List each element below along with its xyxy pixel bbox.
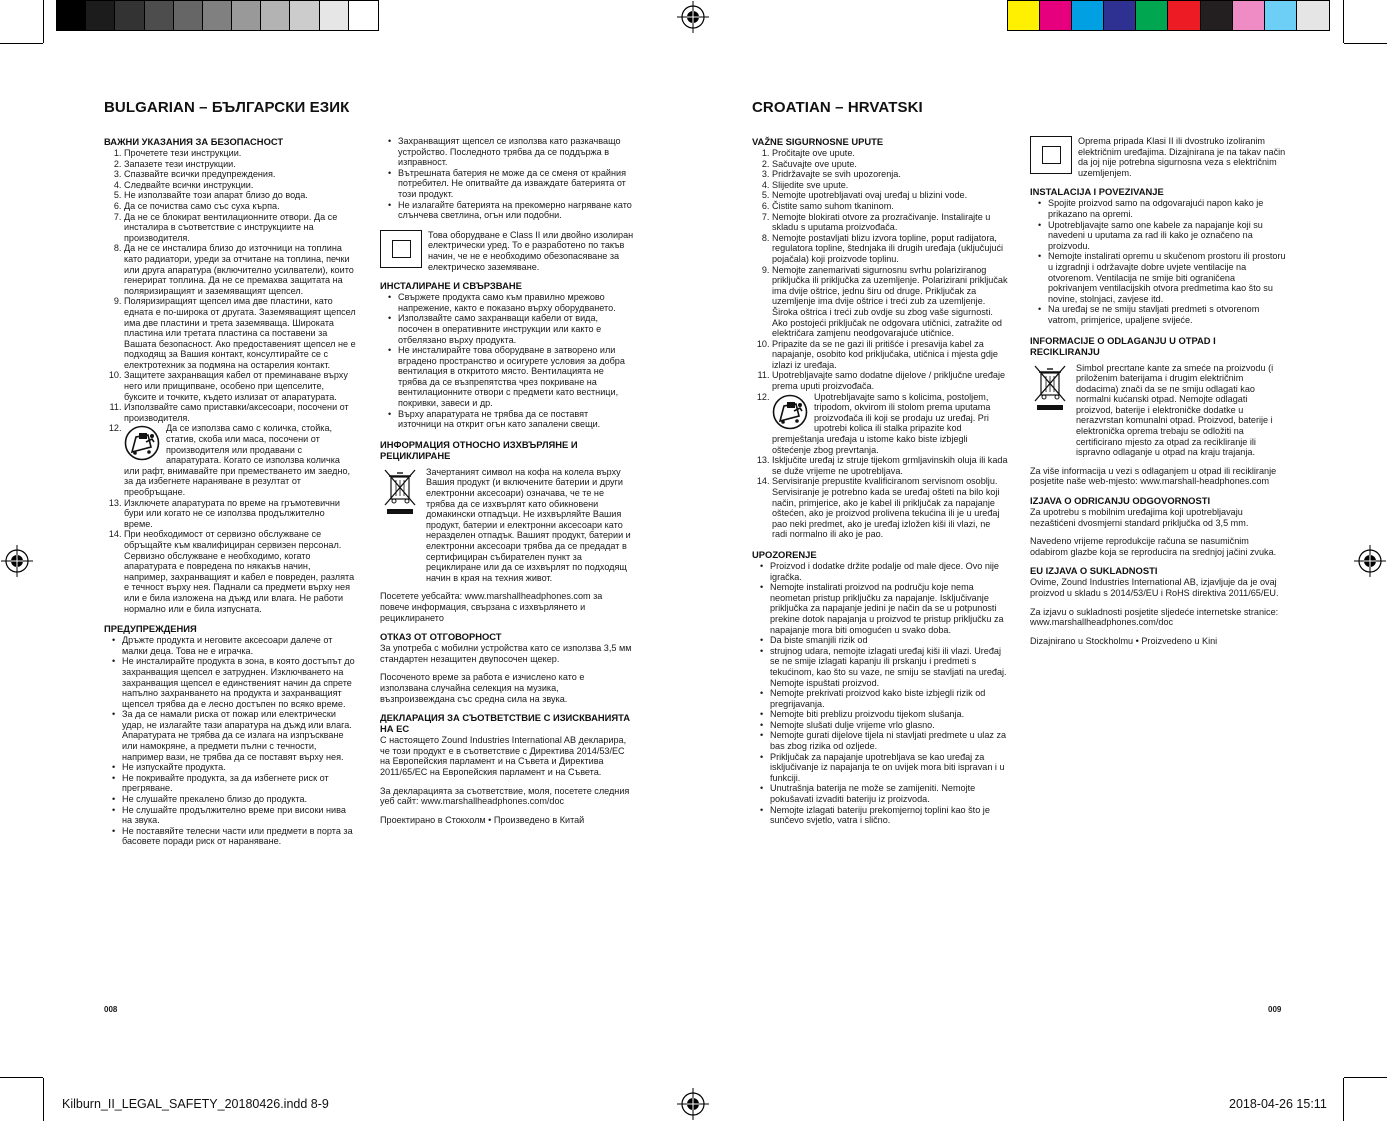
declaration-title: ДЕКЛАРАЦИЯ ЗА СЪОТВЕТСТВИЕ С ИЗИСКВАНИЯТА НА ЕС: [380, 712, 631, 735]
color-swatch: [174, 1, 203, 30]
recycle-text: Зачертаният символ на кофа на колела върху Вашия продукт (и включените батерии и други електронни аксесоари) означава, че те не трябва да се изхвърлят като обикновени домакински отпадъци. Не изхвърляйте Вашия продукт, батерии и електронни аксесоари като неразделен отпадък. Вашият продукт, батерии и електронни аксесоари трябва да се предадат в сертифициран събирателен пункт за рециклиране или да се изхвърлят по подходящ начин в края на техния живот.: [426, 466, 631, 583]
list-item-text: Pridržavajte se svih upozorenja.: [772, 169, 901, 180]
list-item: [770, 582, 1008, 635]
grayscale-color-bar: [56, 0, 379, 31]
list-item: [770, 709, 1008, 720]
list-item: [124, 370, 356, 402]
color-swatch: [1233, 1, 1265, 30]
list-item: [398, 409, 634, 430]
list-item-text: Не слушайте прекалено близо до продукта.: [122, 794, 308, 805]
class2-notice: [380, 230, 634, 272]
list-item-text: Не покривайте продукта, за да избегнете риск от прегряване.: [122, 772, 329, 794]
list-item-text: Захранващият щепсел се използва като разкачващо устройство. Последното трябва да се поддържа в изправност.: [398, 136, 621, 168]
recycle-title: ИНФОРМАЦИЯ ОТНОСНО ИЗХВЪРЛЯНЕ И РЕЦИКЛИРАНЕ: [380, 438, 578, 461]
disclaimer-text-2: Посоченото време за работа е изчислено като е използвана случайна селекция на музика, възпроизвеждана със средна сила на звука.: [380, 672, 585, 704]
color-swatch: [320, 1, 349, 30]
list-item: [770, 635, 1008, 646]
bulgarian-column-2: [380, 136, 634, 833]
list-item-text: За да се намали риска от пожар или електрически удар, не излагайте тази апаратура на дъжд или влага. Апаратурата не трябва да се излага на изпръскване или намокряне, а предмети пълни с течности, например вази, не трябва да се поставят върху нея.: [122, 709, 352, 762]
color-swatch: [1072, 1, 1104, 30]
list-item: [1048, 220, 1286, 252]
bulgarian-column-1: [104, 136, 356, 856]
disclaimer-title: IZJAVA O ODRICANJU ODGOVORNOSTI: [1030, 495, 1211, 507]
crop-mark: [0, 43, 43, 44]
list-item: [772, 392, 1008, 456]
warnings-title: UPOZORENJE: [752, 548, 817, 560]
list-item-text: Da biste smanjili rizik od: [770, 635, 868, 646]
list-item-text: Isključite uređaj iz struje tijekom grmljavinskih oluja ili kada se duže vrijeme ne upotrebljava.: [772, 455, 1008, 476]
list-item-text: Използвайте само захранващи кабели от вида, посочен в оперативните инструкции или както е отбелязано върху продукта.: [398, 313, 602, 345]
list-item: [124, 201, 356, 212]
list-item-text: Да се използва само с количка, стойка, статив, скоба или маса, посочени от производителя или продавани с апаратурата. Когато се използва количка или рафт, внимавайте при преместването им заедно, за да избегнете нараняване в резултат от преобръщане.: [124, 423, 351, 497]
install-list: [1030, 198, 1286, 325]
list-item: [770, 720, 1008, 731]
list-item: [770, 646, 1008, 688]
safety-title: VAŽNE SIGURNOSNE UPUTE: [752, 136, 884, 147]
list-item-text: Nemojte upotrebljavati ovaj uređaj u blizini vode.: [772, 190, 968, 201]
declaration-web: Za izjavu o sukladnosti posjetite sljedeće internetske stranice: www.marshallheadphones.com/doc: [1030, 606, 1279, 628]
recycle-notice: [1030, 363, 1286, 458]
list-item-text: Nemojte slušati dulje vrijeme vrlo glasno.: [770, 719, 935, 730]
list-item: [124, 498, 356, 530]
disclaimer-text-2: Navedeno vrijeme reprodukcije računa se nasumičnim odabirom glazbe koja se reproducira na srednjoj jačini zvuka.: [1030, 536, 1277, 557]
list-item: [124, 212, 356, 244]
list-item: [772, 233, 1008, 265]
timestamp-slug: 2018-04-26 15:11: [1229, 1097, 1327, 1111]
list-item-text: Upotrebljavajte samo dodatne dijelove / priključne uređaje prema uputi proizvođača.: [772, 370, 1006, 392]
list-item-text: Nemojte blokirati otvore za prozračivanje. Instalirajte u skladu s uputama proizvođača.: [772, 211, 991, 233]
list-item-text: strujnog udara, nemojte izlagati uređaj kiši ili vlazi. Uređaj se ne smije izlagati kapanju ili prskanju i predmeti s tekućinom, kao što su vaze, ne smiju se stavljati na uređaj. Nemojte ispuštati proizvod.: [770, 645, 1007, 688]
list-item: [1048, 251, 1286, 304]
page-number-left: 008: [104, 1005, 118, 1014]
list-item: [772, 190, 1008, 201]
class2-text: Това оборудване е Class II или двойно изолиран електрически уред. То е разработено по такъв начин, че не е необходимо обезопасяване за електрическо заземяване.: [428, 229, 634, 272]
list-item: [124, 159, 356, 170]
list-item: [772, 370, 1008, 391]
list-item-text: Прочетете тези инструкции.: [124, 148, 242, 158]
list-item-text: Не инсталирайте продукта в зона, в която достъпът до захранващия щепсел е затруднен. Изключването на захранващия щепсел е единственият начин да спрете напълно захранването на продукта и захранващият щепсел трябва да е лесно достъпен по всяко време.: [122, 656, 355, 709]
list-item-text: Изключете апаратурата по време на гръмотевични бури или когато не се използва продължително време.: [124, 497, 341, 529]
list-item-text: Sačuvajte ove upute.: [772, 158, 857, 169]
list-item-text: Slijedite sve upute.: [772, 179, 849, 190]
list-item: [772, 265, 1008, 339]
list-item-text: Servisiranje prepustite kvalificiranom servisnom osoblju. Servisiranje je potrebno kada se uređaj ošteti na bilo koji način, primjerice, ako je kabel ili priključak za napajanje oštećen, ako je proizvod prolivena tekućina ili je u uređaj pao neki predmet, ako je uređaj izložen kiši ili vlazi, ne radi normalno ili ako je pao.: [772, 476, 1000, 540]
list-item: [770, 752, 1008, 784]
list-item-text: Pročitajte ove upute.: [772, 148, 855, 158]
list-item-text: При необходимост от сервизно обслужване се обръщайте към квалифициран сервизен персонал. Сервизно обслужване е необходимо, когато апаратурата е повредена по някакъв начин, например, захранващият и кабел е повреден, разлята е течност върху нея. Паднали са предмети върху нея или е била изложена на дъжд или влага. Не работи нормално или е била изпусната.: [124, 529, 355, 614]
list-item-text: Не излагайте батерията на прекомерно нагряване като слънчева светлина, огън или подобни.: [398, 199, 632, 221]
safety-list: [104, 148, 356, 614]
crop-mark: [43, 0, 44, 43]
declaration-text: С настоящето Zound Industries International AB декларира, че този продукт е в съответствие с Директива 2014/53/ЕС на Европейския парламент и на Съвета и Директива 2011/65/ЕС на Европейския парламент и на Съвета.: [380, 735, 627, 777]
list-item: [398, 345, 634, 409]
croatian-column-2: [1030, 136, 1286, 654]
list-item: [124, 243, 356, 296]
list-item-text: Запазете тези инструкции.: [124, 158, 236, 169]
registration-mark-icon: [677, 1, 709, 33]
declaration-text: Ovime, Zound Industries International AB, izjavljuje da je ovaj proizvod u skladu s 2014/53/EU i RoHS direktiva 2011/65/EU.: [1030, 577, 1279, 598]
list-item-text: Nemojte postavljati blizu izvora topline, poput radijatora, regulatora topline, štednjaka ili drugih uređaja (uključujući pojačala) koji proizvode toplinu.: [772, 232, 1004, 264]
safety-list: [752, 148, 1008, 540]
list-item-text: Защитете захранващия кабел от преминаване върху него или прищипване, особено при щепселите, буксите и точките, където излизат от апаратурата.: [124, 370, 348, 402]
list-item: [770, 688, 1008, 709]
warnings-list: [104, 635, 356, 847]
list-item: [122, 635, 356, 656]
list-item-text: Не използвайте този апарат близо до вода.: [124, 190, 308, 201]
registration-mark-icon: [1, 545, 33, 577]
color-swatch: [1201, 1, 1233, 30]
color-swatch: [145, 1, 174, 30]
file-name-slug: Kilburn_II_LEGAL_SAFETY_20180426.indd 8-9: [62, 1097, 329, 1111]
safety-title: ВАЖНИ УКАЗАНИЯ ЗА БЕЗОПАСНОСТ: [104, 136, 284, 147]
list-item-text: Не поставяйте телесни части или предмети в порта за басовете поради риск от нараняване.: [122, 825, 353, 847]
recycle-title: INFORMACIJE O ODLAGANJU U OTPAD I RECIKLIRANJU: [1030, 334, 1216, 357]
list-item: [122, 773, 356, 794]
list-item-text: Nemojte izlagati bateriju prekomjernoj toplini kao što je sunčevo svjetlo, vatra i slično.: [770, 804, 990, 826]
install-title: INSTALACIJA I POVEZIVANJE: [1030, 186, 1164, 198]
list-item: [124, 529, 356, 614]
disclaimer-text: За употреба с мобилни устройства като се използва 3,5 мм стандартен незащитен двупосочен щекер.: [380, 643, 632, 664]
color-swatch: [1040, 1, 1072, 30]
list-item: [398, 168, 634, 200]
list-item: [122, 794, 356, 805]
list-item: [772, 148, 1008, 159]
list-item: [398, 200, 634, 221]
list-item: [122, 762, 356, 773]
crop-mark: [43, 1078, 44, 1121]
page-number-right: 009: [1268, 1005, 1282, 1014]
list-item: [772, 159, 1008, 170]
crop-mark: [1344, 43, 1387, 44]
list-item: [124, 402, 356, 423]
declaration-web: За декларацията за съответствие, моля, посетете следния уеб сайт: www.marshallheadphones.com/doc: [380, 785, 630, 807]
list-item-text: Upotrebljavajte samo s kolicima, postoljem, tripodom, okvirom ili stolom prema uputama proizvođača ili koji se prodaju uz uređaj. Pri upotrebi kolica ili stalka pripazite kod premještanja uređaja u istome kako biste izbjegli oštećenje zbog prevrtanja.: [772, 391, 991, 455]
color-swatch: [349, 1, 378, 30]
recycle-web: Посетете уебсайта: www.marshallheadphones.com за повече информация, свързана с изхвърлянето и рециклирането: [380, 591, 603, 623]
list-item: [772, 339, 1008, 371]
cart-tipover-warning-icon: [772, 394, 808, 430]
list-item: [1048, 198, 1286, 219]
list-item-text: Pripazite da se ne gazi ili pritišće i presavija kabel za napajanje, osobito kod priključaka, utičnica i mjesta gdje izlazi iz uređaja.: [772, 338, 998, 370]
color-swatch: [1136, 1, 1168, 30]
list-item: [770, 730, 1008, 751]
crop-mark: [0, 1077, 43, 1078]
list-item: [772, 201, 1008, 212]
designed-in: Проектирано в Стокхолм • Произведено в Китай: [380, 814, 585, 825]
list-item: [770, 783, 1008, 804]
list-item: [122, 709, 356, 762]
list-item: [122, 805, 356, 826]
list-item-text: Дръжте продукта и неговите аксесоари далече от малки деца. Това не е играчка.: [122, 635, 333, 656]
list-item-text: Nemojte prekrivati proizvod kako biste izbjegli rizik od pregrijavanja.: [770, 688, 986, 709]
list-item-text: Да не се инсталира близо до източници на топлина като радиатори, уреди за отчитане на топлина, печки или друга апаратура (включително усилватели), които генерират топлина. Да не се премахва защитата на поляризиращият и заземяващият щепсел.: [124, 243, 354, 296]
list-item-text: Unutrašnja baterija ne može se zamijeniti. Nemojte pokušavati izvaditi bateriju iz proizvoda.: [770, 783, 976, 805]
list-item-text: Вътрешната батерия не може да се сменя от крайния потребител. Не опитвайте да изваждате батерията от този продукт.: [398, 167, 626, 199]
color-swatch: [1008, 1, 1040, 30]
disclaimer-title: ОТКАЗ ОТ ОТГОВОРНОСТ: [380, 631, 502, 643]
process-color-bar: [1007, 0, 1330, 31]
color-swatch: [1297, 1, 1329, 30]
list-item-text: Nemojte zanemarivati sigurnosnu svrhu polariziranog priključka ili priključka za uzemljenje. Polarizirani priključak ima dvije oštrice, jednu širu od druge. Priključak za uzemljenje ima dvije oštrice i treći zub za uzemljenje. Široka oštrica i treći zub ovdje su zbog vaše sigurnosti. Ako postojeći priključak ne odgovara utičnici, zatražite od električara zamjenu neodgovarajuće utičnice.: [772, 264, 1008, 339]
list-item-text: Nemojte instalirati opremu u skučenom prostoru ili prostoru u izgradnji i održavajte dobre uvjete ventilacije na otvorenom. Ventilacija ne smije biti ograničena pokrivanjem ventilacijskih otvora predmetima kao što su novine, stolnjaci, zavjese itd.: [1048, 251, 1286, 304]
recycle-notice: [380, 467, 634, 584]
cart-tipover-warning-icon: [124, 425, 160, 461]
list-item: [124, 423, 356, 497]
class2-double-square-icon: [380, 230, 422, 268]
list-item-text: Upotrebljavajte samo one kabele za napajanje koji su navedeni u uputama za rad ili kako je označeno na proizvodu.: [1048, 219, 1263, 251]
list-item-text: Да се почиства само със суха кърпа.: [124, 200, 280, 211]
list-item: [122, 826, 356, 847]
warnings-list: [752, 561, 1008, 826]
list-item: [124, 180, 356, 191]
color-swatch: [1104, 1, 1136, 30]
class2-text: Oprema pripada Klasi II ili dvostruko izoliranim električnim uređajima. Dizajnirana je na takav način da joj nije potrebna sigurnosna veza s električnim uzemljenjem.: [1078, 136, 1286, 178]
list-item: [772, 169, 1008, 180]
registration-mark-icon: [677, 1088, 709, 1120]
page-heading-croatian: CROATIAN – HRVATSKI: [752, 99, 923, 116]
list-item-text: Priključak za napajanje upotrebljava se kao uređaj za isključivanje iz napajanja te on uvijek mora biti ispravan i u funkciji.: [770, 751, 1005, 783]
color-swatch: [1168, 1, 1200, 30]
list-item-text: Spojite proizvod samo na odgovarajući napon kako je prikazano na opremi.: [1048, 198, 1264, 219]
declaration-title: EU IZJAVA O SUKLADNOSTI: [1030, 565, 1158, 577]
list-item-text: Proizvod i dodatke držite podalje od male djece. Ovo nije igračka.: [770, 560, 999, 582]
list-item-text: Свържете продукта само към правилно мрежово напрежение, както е показано върху оборудването.: [398, 292, 616, 313]
list-item-text: Nemojte biti preblizu proizvodu tijekom slušanja.: [770, 709, 965, 720]
list-item: [398, 313, 634, 345]
color-swatch: [290, 1, 319, 30]
recycle-web: Za više informacija u vezi s odlaganjem u otpad ili recikliranje posjetite naše web-mjesto: www.marshall-headphones.com: [1030, 465, 1277, 487]
list-item-text: Да не се блокират вентилационните отвори. Да се инсталира в съответствие с инструкциите на производителя.: [124, 211, 338, 243]
recycle-text: Simbol precrtane kante za smeće na proizvodu (i priloženim baterijama i drugim električnim dodacima) znači da se ne smiju odlagati kao normalni kućanski otpad. Nemojte odlagati proizvod, baterije i elektroničke dodatke u nerazvrstan komunalni otpad. Proizvod, baterije i elektronička oprema trebaju se odložiti na certificirano mjesto za otpad za recikliranje ili ispravno odlaganje u otpad na kraju trajanja.: [1076, 362, 1274, 458]
class2-double-square-icon: [1030, 136, 1072, 174]
crop-mark: [1344, 1077, 1387, 1078]
color-swatch: [203, 1, 232, 30]
list-item: [1048, 304, 1286, 325]
list-item-text: Поляризиращият щепсел има две пластини, като едната е по-широка от другата. Заземяващият щепсел има две пластини и трета заземяваща. Широката пластина или третата пластина са поставени за Вашата безопасност. Ако предоставеният щепсел не е подходящ за Вашия контакт, консултирайте се с електротехник за подмяна на остарелия контакт.: [124, 296, 356, 370]
color-swatch: [232, 1, 261, 30]
list-item-text: Не инсталирайте това оборудване в затворено или вградено пространство и осигурете условия за добра вентилация в откритото място. Вентилацията не трябва да се възпрепятства чрез покриване на вентилационните отвори с предмети като вестници, покривки, завеси и др.: [398, 345, 625, 409]
color-swatch: [57, 1, 86, 30]
list-item: [770, 561, 1008, 582]
list-item-text: Спазвайте всички предупреждения.: [124, 169, 276, 180]
list-item-text: Na uređaj se ne smiju stavljati predmeti s otvorenom vatrom, primjerice, upaljene svijeće.: [1048, 304, 1260, 325]
class2-notice: [1030, 136, 1286, 178]
list-item: [770, 805, 1008, 826]
list-item: [124, 296, 356, 370]
list-item-text: Не слушайте продължително време при високи нива на звука.: [122, 804, 346, 826]
crossed-bin-icon: [380, 467, 420, 517]
list-item-text: Следвайте всички инструкции.: [124, 179, 254, 190]
color-swatch: [1265, 1, 1297, 30]
croatian-column-1: [752, 136, 1008, 835]
list-item-text: Използвайте само приставки/аксесоари, посочени от производителя.: [124, 402, 349, 423]
color-swatch: [115, 1, 144, 30]
list-item: [398, 136, 634, 168]
list-item-text: Не изпускайте продукта.: [122, 762, 226, 773]
list-item: [772, 180, 1008, 191]
list-item: [124, 190, 356, 201]
crop-mark: [1343, 0, 1344, 43]
list-item-text: Nemojte gurati dijelove tijela ni stavljati predmete u ulaz za bas zbog rizika od ozljede.: [770, 730, 1007, 752]
designed-in: Dizajnirano u Stockholmu • Proizvedeno u Kini: [1030, 635, 1218, 646]
color-swatch: [261, 1, 290, 30]
list-item: [124, 148, 356, 159]
install-list: [380, 292, 634, 430]
registration-mark-icon: [1354, 545, 1386, 577]
install-title: ИНСТАЛИРАНЕ И СВЪРЗВАНЕ: [380, 280, 522, 292]
crossed-bin-icon: [1030, 363, 1070, 413]
color-swatch: [86, 1, 115, 30]
crop-mark: [1343, 1078, 1344, 1121]
list-item: [124, 169, 356, 180]
list-item: [772, 476, 1008, 540]
warnings-title: ПРЕДУПРЕЖДЕНИЯ: [104, 623, 197, 635]
list-item: [772, 455, 1008, 476]
page-heading-bulgarian: BULGARIAN – БЪЛГАРСКИ ЕЗИК: [104, 99, 350, 116]
list-item-text: Nemojte instalirati proizvod na području koje nema neometan pristup priključku za napajanje. Isključivanje priključka za napajanje jedini je način da se u potpunosti prekine dotok napajanja u proizvod te pristup priključku za napajanje mora biti omogućen u svako doba.: [770, 582, 1004, 635]
disclaimer-text: Za upotrebu s mobilnim uređajima koji upotrebljavaju nezaštićeni dvosmjerni standard priključka od 3,5 mm.: [1030, 507, 1249, 528]
list-item: [398, 292, 634, 313]
list-item-text: Върху апаратурата не трябва да се поставят източници на открит огън като запалени свещи.: [398, 408, 601, 430]
list-item: [772, 212, 1008, 233]
list-item: [122, 656, 356, 709]
list-item-text: Čistite samo suhom tkaninom.: [772, 200, 894, 211]
battery-list: [380, 136, 634, 221]
